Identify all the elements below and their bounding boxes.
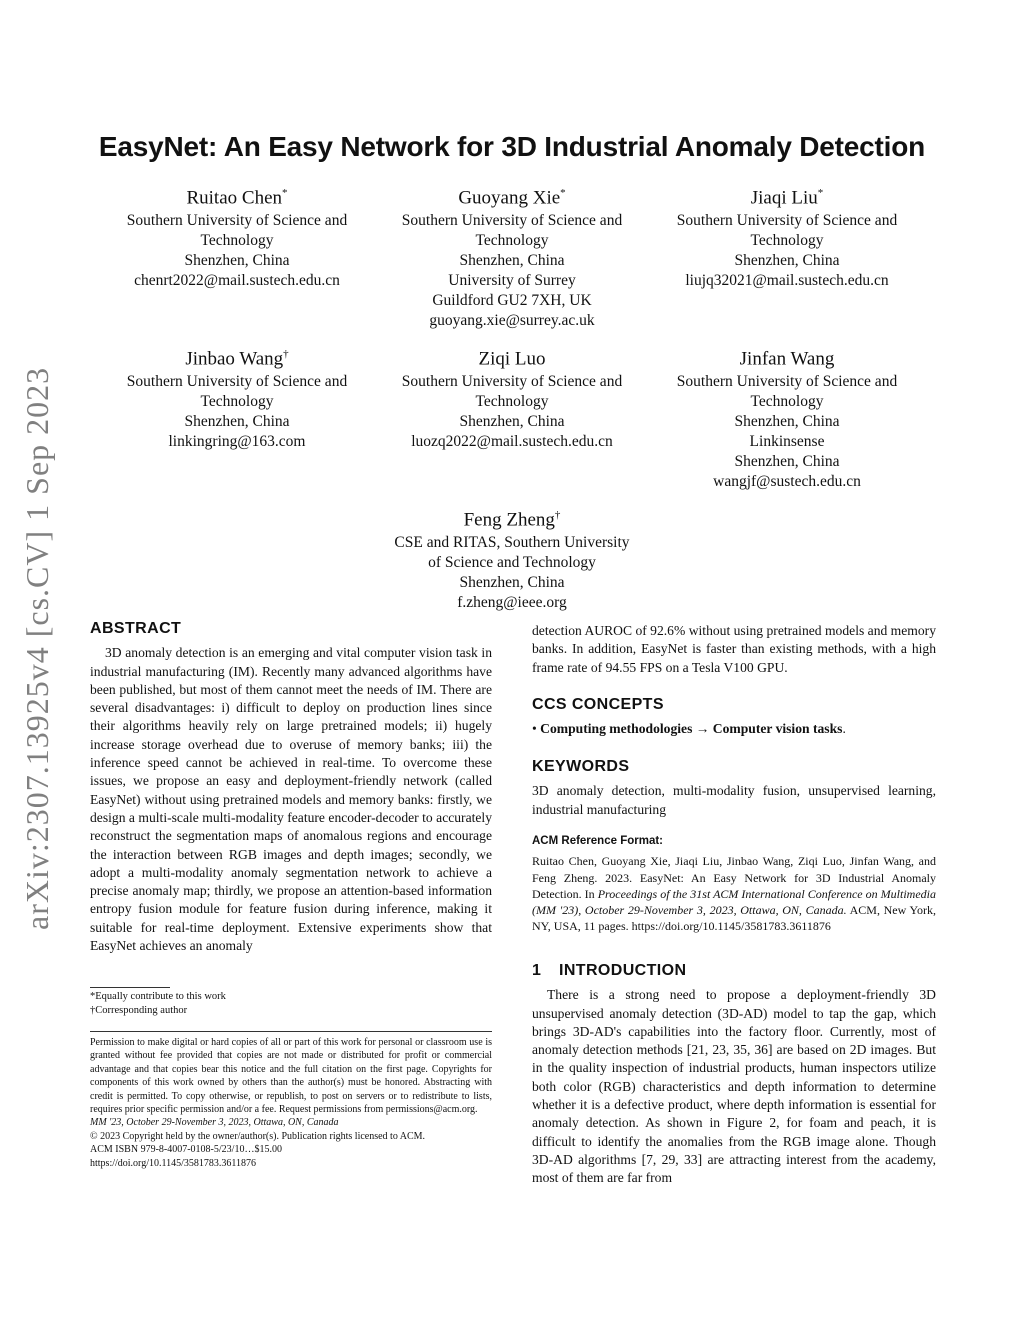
author-affiliation: Southern University of Science and <box>126 212 348 230</box>
author-affiliation: of Science and Technology <box>428 554 596 572</box>
footnotes <box>90 990 492 1018</box>
acm-reference-text <box>532 853 936 934</box>
abstract-heading: ABSTRACT <box>90 620 182 637</box>
footnote-divider <box>90 987 170 988</box>
permission-block <box>90 1036 492 1170</box>
author-location: Shenzhen, China <box>459 413 565 431</box>
copyright-line: © 2023 Copyright held by the owner/author(s). Publication rights licensed to ACM. <box>90 1130 426 1142</box>
author-affiliation: Southern University of Science and <box>401 373 623 391</box>
abstract-section <box>90 620 492 955</box>
author-name: Ruitao Chen <box>186 187 283 209</box>
author-affiliation: Technology <box>750 232 824 250</box>
ccs-section <box>532 696 936 739</box>
doi-link[interactable]: https://doi.org/10.1145/3581783.3611876 <box>90 1157 257 1169</box>
author-affiliation: Southern University of Science and <box>126 373 348 391</box>
footnote-equal-contribution: *Equally contribute to this work <box>90 991 226 1002</box>
acm-reference <box>532 832 936 935</box>
keywords-heading: KEYWORDS <box>532 758 630 775</box>
section-number: 1 <box>532 962 542 979</box>
author-location: Shenzhen, China <box>459 252 565 270</box>
author-location: Guildford GU2 7XH, UK <box>432 292 592 310</box>
author-affiliation: Technology <box>475 393 549 411</box>
introduction-section <box>532 962 936 1188</box>
paper-title: EasyNet: An Easy Network for 3D Industrial Anomaly Detection <box>98 131 926 162</box>
section-title: INTRODUCTION <box>559 962 687 979</box>
acm-reference-heading: ACM Reference Format: <box>532 835 663 847</box>
author-location: Shenzhen, China <box>734 413 840 431</box>
acm-reference-publisher: ACM, New York, NY, USA, 11 pages. https://doi.org/10.1145/3581783.3611876 <box>532 903 936 934</box>
author-location: Shenzhen, China <box>184 413 290 431</box>
author-affiliation: Southern University of Science and <box>676 373 898 391</box>
author-email[interactable]: guoyang.xie@surrey.ac.uk <box>429 312 595 330</box>
author-location: Shenzhen, China <box>184 252 290 270</box>
author-mark: † <box>554 509 561 521</box>
ccs-concepts <box>532 720 936 738</box>
author-block <box>92 181 382 291</box>
author-affiliation: Southern University of Science and <box>676 212 898 230</box>
author-affiliation: Linkinsense <box>749 433 825 451</box>
arrow-icon: → <box>695 721 710 737</box>
author-block <box>642 181 932 291</box>
author-block <box>92 342 382 452</box>
ccs-subconcept: Computer vision tasks <box>712 721 843 737</box>
ccs-concept: Computing methodologies <box>540 721 693 737</box>
arxiv-identifier: arXiv:2307.13925v4 [cs.CV] 1 Sep 2023 <box>19 366 55 930</box>
author-email[interactable]: f.zheng@ieee.org <box>457 594 567 612</box>
isbn-line: ACM ISBN 979-8-4007-0108-5/23/10…$15.00 <box>90 1144 282 1156</box>
author-mark: † <box>283 348 289 360</box>
author-affiliation: Technology <box>200 393 274 411</box>
permission-text: Permission to make digital or hard copies of all or part of this work for personal or classroom use is granted without fee provided that copies are not made or distributed for profit or commercial advantage and that copies bear this notice and the full citation on the first page. Copyrights for components of this work owned by others than the author(s) must be honored. Abstracting with credit is permitted. To copy otherwise, or republish, to post on servers or to redistribute to lists, requires prior specific permission and/or a fee. Request permissions from permissions@acm.org. <box>90 1037 492 1116</box>
author-email[interactable]: liujq32021@mail.sustech.edu.cn <box>685 272 889 290</box>
introduction-text: There is a strong need to propose a deployment-friendly 3D unsupervised anomaly detection (3D-AD) model to tap the gap, which brings 3D-AD's capabilities into the factory floor. Currently, most of anomaly detection methods [21, 23, 35, 36] are based on 2D images. But in the quality inspection of industrial products, human inspectors utilize both color (RGB) characteristics and depth information to determine whether it is a defective product, where depth information is essential for anomaly detection. As shown in Figure 2, for foam and peach, it is difficult to identify the anomalies from the RGB image alone. Though 3D-AD algorithms [7, 29, 33] are attracting interest from the academy, most of them are far from <box>532 987 936 1186</box>
keywords-section <box>532 758 936 819</box>
author-mark: * <box>282 187 288 199</box>
permission-divider <box>90 1031 492 1032</box>
author-name: Ziqi Luo <box>478 348 546 370</box>
ccs-end: . <box>842 721 846 737</box>
author-name: Jiaqi Liu <box>750 187 818 209</box>
acm-reference-authors: Ruitao Chen, Guoyang Xie, Jiaqi Liu, Jinbao Wang, Ziqi Luo, Jinfan Wang, and Feng Zheng. 2023. EasyNet: An Easy Network for 3D Industrial Anomaly Detection. In <box>532 854 936 901</box>
author-affiliation: CSE and RITAS, Southern University <box>394 534 630 552</box>
abstract-continued <box>532 622 936 677</box>
author-affiliation: Technology <box>475 232 549 250</box>
footnote-corresponding: †Corresponding author <box>90 1005 188 1016</box>
author-mark: * <box>817 187 824 199</box>
author-email[interactable]: linkingring@163.com <box>168 433 306 451</box>
author-name: Jinfan Wang <box>739 348 835 370</box>
author-name: Feng Zheng <box>463 509 555 531</box>
acm-reference-proceedings: Proceedings of the 31st ACM International Conference on Multimedia (MM '23), October 29-November 3, 2023, Ottawa, ON, Canada. <box>532 886 936 918</box>
author-block <box>367 503 657 613</box>
keywords-text: 3D anomaly detection, multi-modality fusion, unsupervised learning, industrial manufacturing <box>532 783 936 817</box>
author-affiliation: Technology <box>200 232 274 250</box>
author-location: Shenzhen, China <box>459 574 565 592</box>
author-location: Shenzhen, China <box>734 252 840 270</box>
abstract-text-continued: detection AUROC of 92.6% without using pretrained models and memory banks. In addition, EasyNet is faster than existing methods, with a high frame rate of 94.55 FPS on a Tesla V100 GPU. <box>532 623 936 675</box>
abstract-text: 3D anomaly detection is an emerging and vital computer vision task in industrial manufacturing (IM). Recently many advanced algorithms have been published, but most of them cannot meet the needs of IM. There are several disadvantages: i) difficult to deploy on production lines since their algorithms heavily rely on large pretrained models; ii) hugely increase storage overhead due to overuse of memory banks; iii) the inference speed cannot be achieved in real-time. To overcome these issues, we propose an easy and deployment-friendly network (called EasyNet) without using pretrained models and memory banks: firstly, we design a multi-scale multi-modality feature encoder-decoder to accurately reconstruct the segmentation maps of anomalous regions and encourage the interaction between RGB images and depth images; secondly, we adopt a multi-modality anomaly segmentation network to achieve a precise anomaly map; thirdly, we propose an attention-based information entropy fusion module for feature fusion during inference, making it suitable for real-time deployment. Extensive experiments show that EasyNet achieves an anomaly <box>90 645 492 954</box>
author-block <box>367 181 657 331</box>
author-block <box>642 342 932 492</box>
ccs-heading: CCS CONCEPTS <box>532 696 664 713</box>
venue-line: MM '23, October 29-November 3, 2023, Ottawa, ON, Canada <box>90 1117 339 1129</box>
author-email[interactable]: wangjf@sustech.edu.cn <box>713 473 861 491</box>
author-affiliation: Technology <box>750 393 824 411</box>
author-name: Jinbao Wang <box>185 348 284 370</box>
author-mark: * <box>560 187 566 199</box>
author-location: Shenzhen, China <box>734 453 840 471</box>
author-email[interactable]: luozq2022@mail.sustech.edu.cn <box>411 433 613 451</box>
author-block <box>367 342 657 452</box>
introduction-heading <box>532 962 936 980</box>
ccs-bullet: • <box>532 721 537 737</box>
author-name: Guoyang Xie <box>458 187 561 209</box>
author-email[interactable]: chenrt2022@mail.sustech.edu.cn <box>134 272 340 290</box>
author-affiliation: University of Surrey <box>448 272 576 290</box>
author-affiliation: Southern University of Science and <box>401 212 623 230</box>
